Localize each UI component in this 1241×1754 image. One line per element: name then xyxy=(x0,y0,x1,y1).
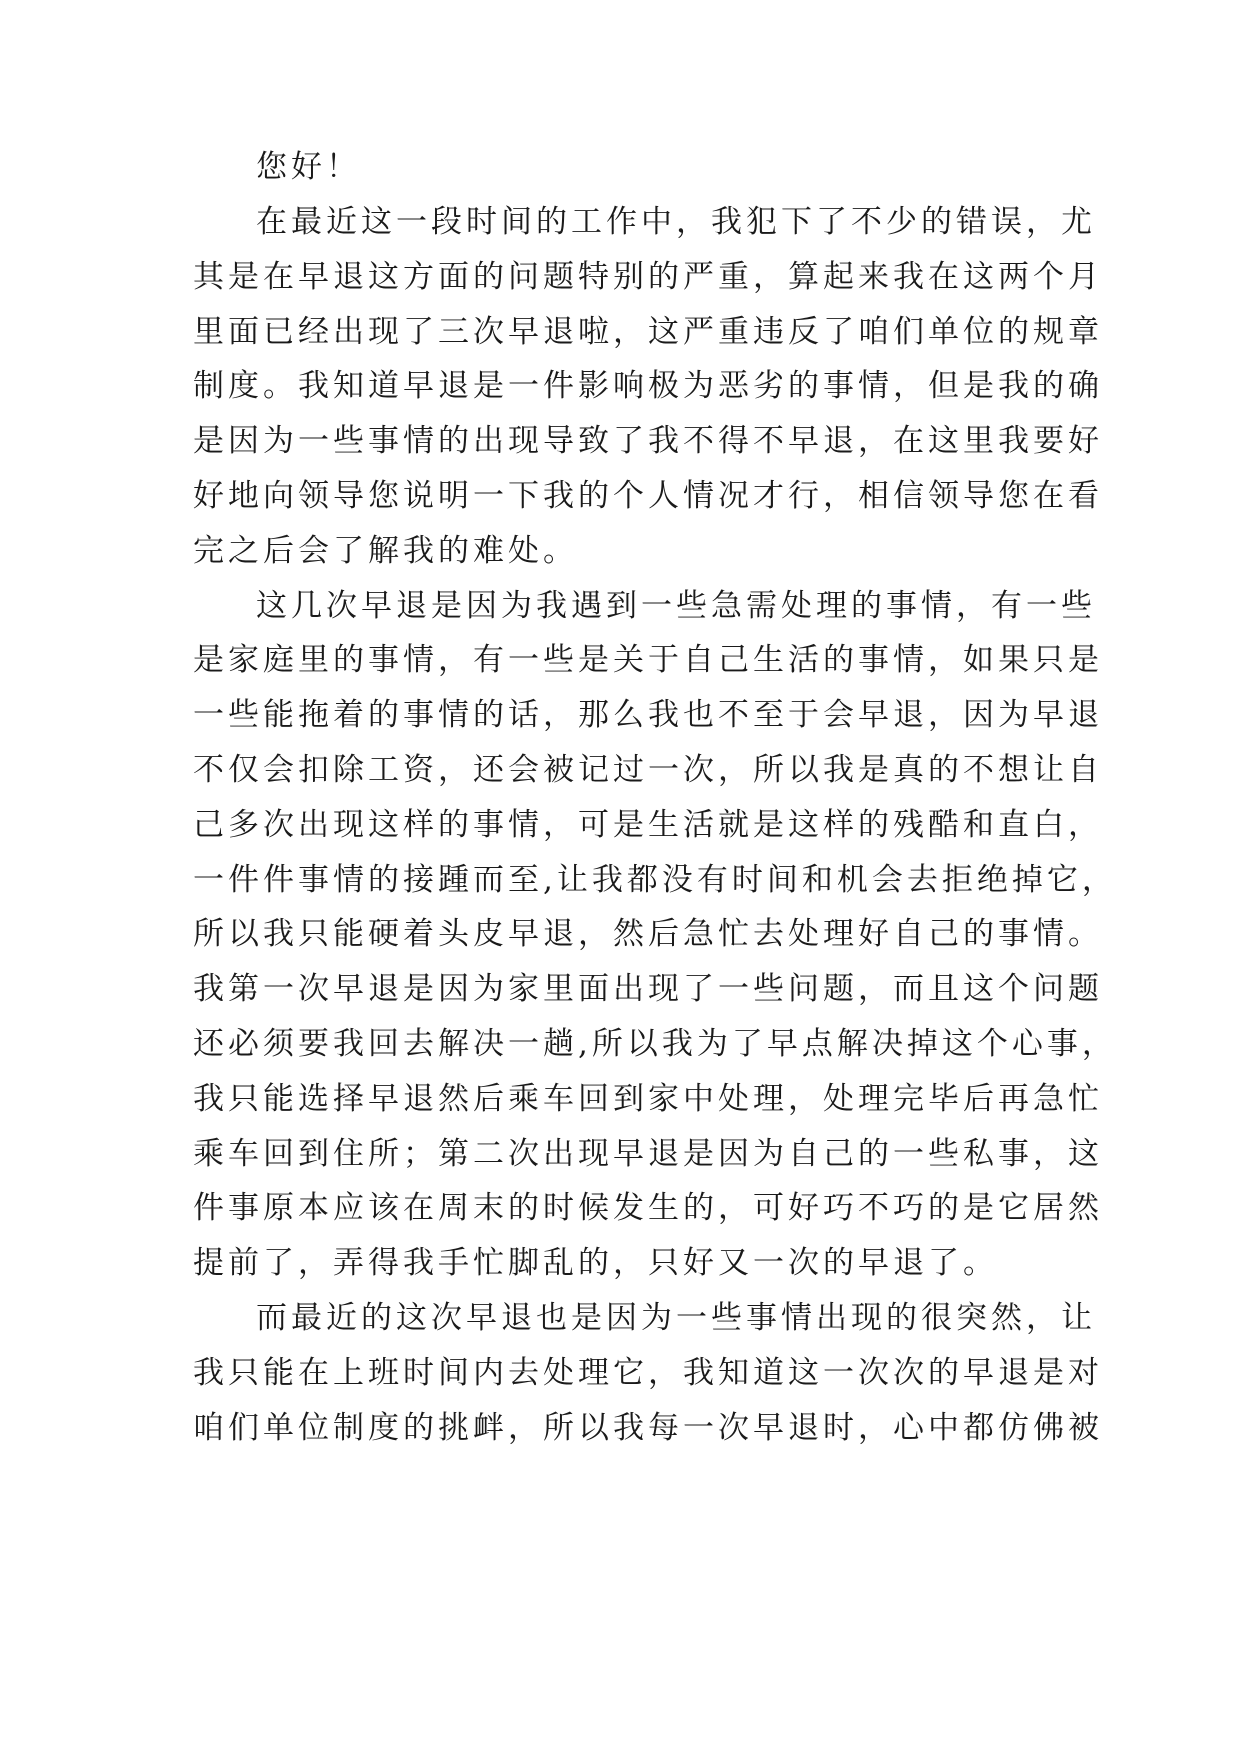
text-line: 件事原本应该在周末的时候发生的，可好巧不巧的是它居然 xyxy=(193,1190,1103,1226)
text-line: 乘车回到住所；第二次出现早退是因为自己的一些私事，这 xyxy=(193,1136,1103,1172)
text-line: 咱们单位制度的挑衅，所以我每一次早退时，心中都仿佛被 xyxy=(193,1410,1103,1446)
text-line: 我只能在上班时间内去处理它，我知道这一次次的早退是对 xyxy=(193,1355,1103,1391)
text-line: 制度。我知道早退是一件影响极为恶劣的事情，但是我的确 xyxy=(193,368,1103,404)
greeting-line: 您好！ xyxy=(256,149,361,185)
text-line: 我第一次早退是因为家里面出现了一些问题，而且这个问题 xyxy=(193,971,1103,1007)
text-line: 一件件事情的接踵而至,让我都没有时间和机会去拒绝掉它， xyxy=(193,862,1117,898)
text-line: 在最近这一段时间的工作中，我犯下了不少的错误，尤 xyxy=(256,204,1096,240)
text-line: 己多次出现这样的事情，可是生活就是这样的残酷和直白， xyxy=(193,807,1103,843)
text-line: 是家庭里的事情，有一些是关于自己生活的事情，如果只是 xyxy=(193,642,1103,678)
text-line: 是因为一些事情的出现导致了我不得不早退，在这里我要好 xyxy=(193,423,1103,459)
text-line: 好地向领导您说明一下我的个人情况才行，相信领导您在看 xyxy=(193,478,1103,514)
text-line: 里面已经出现了三次早退啦，这严重违反了咱们单位的规章 xyxy=(193,314,1103,350)
text-line: 完之后会了解我的难处。 xyxy=(193,533,578,569)
text-line: 我只能选择早退然后乘车回到家中处理，处理完毕后再急忙 xyxy=(193,1081,1103,1117)
text-line: 这几次早退是因为我遇到一些急需处理的事情，有一些 xyxy=(256,588,1096,624)
text-line: 提前了，弄得我手忙脚乱的，只好又一次的早退了。 xyxy=(193,1245,998,1281)
text-line: 所以我只能硬着头皮早退，然后急忙去处理好自己的事情。 xyxy=(193,916,1103,952)
text-line: 还必须要我回去解决一趟,所以我为了早点解决掉这个心事， xyxy=(193,1026,1117,1062)
text-line: 而最近的这次早退也是因为一些事情出现的很突然，让 xyxy=(256,1300,1096,1336)
text-line: 其是在早退这方面的问题特别的严重，算起来我在这两个月 xyxy=(193,259,1103,295)
text-line: 一些能拖着的事情的话，那么我也不至于会早退，因为早退 xyxy=(193,697,1103,733)
text-line: 不仅会扣除工资，还会被记过一次，所以我是真的不想让自 xyxy=(193,752,1103,788)
